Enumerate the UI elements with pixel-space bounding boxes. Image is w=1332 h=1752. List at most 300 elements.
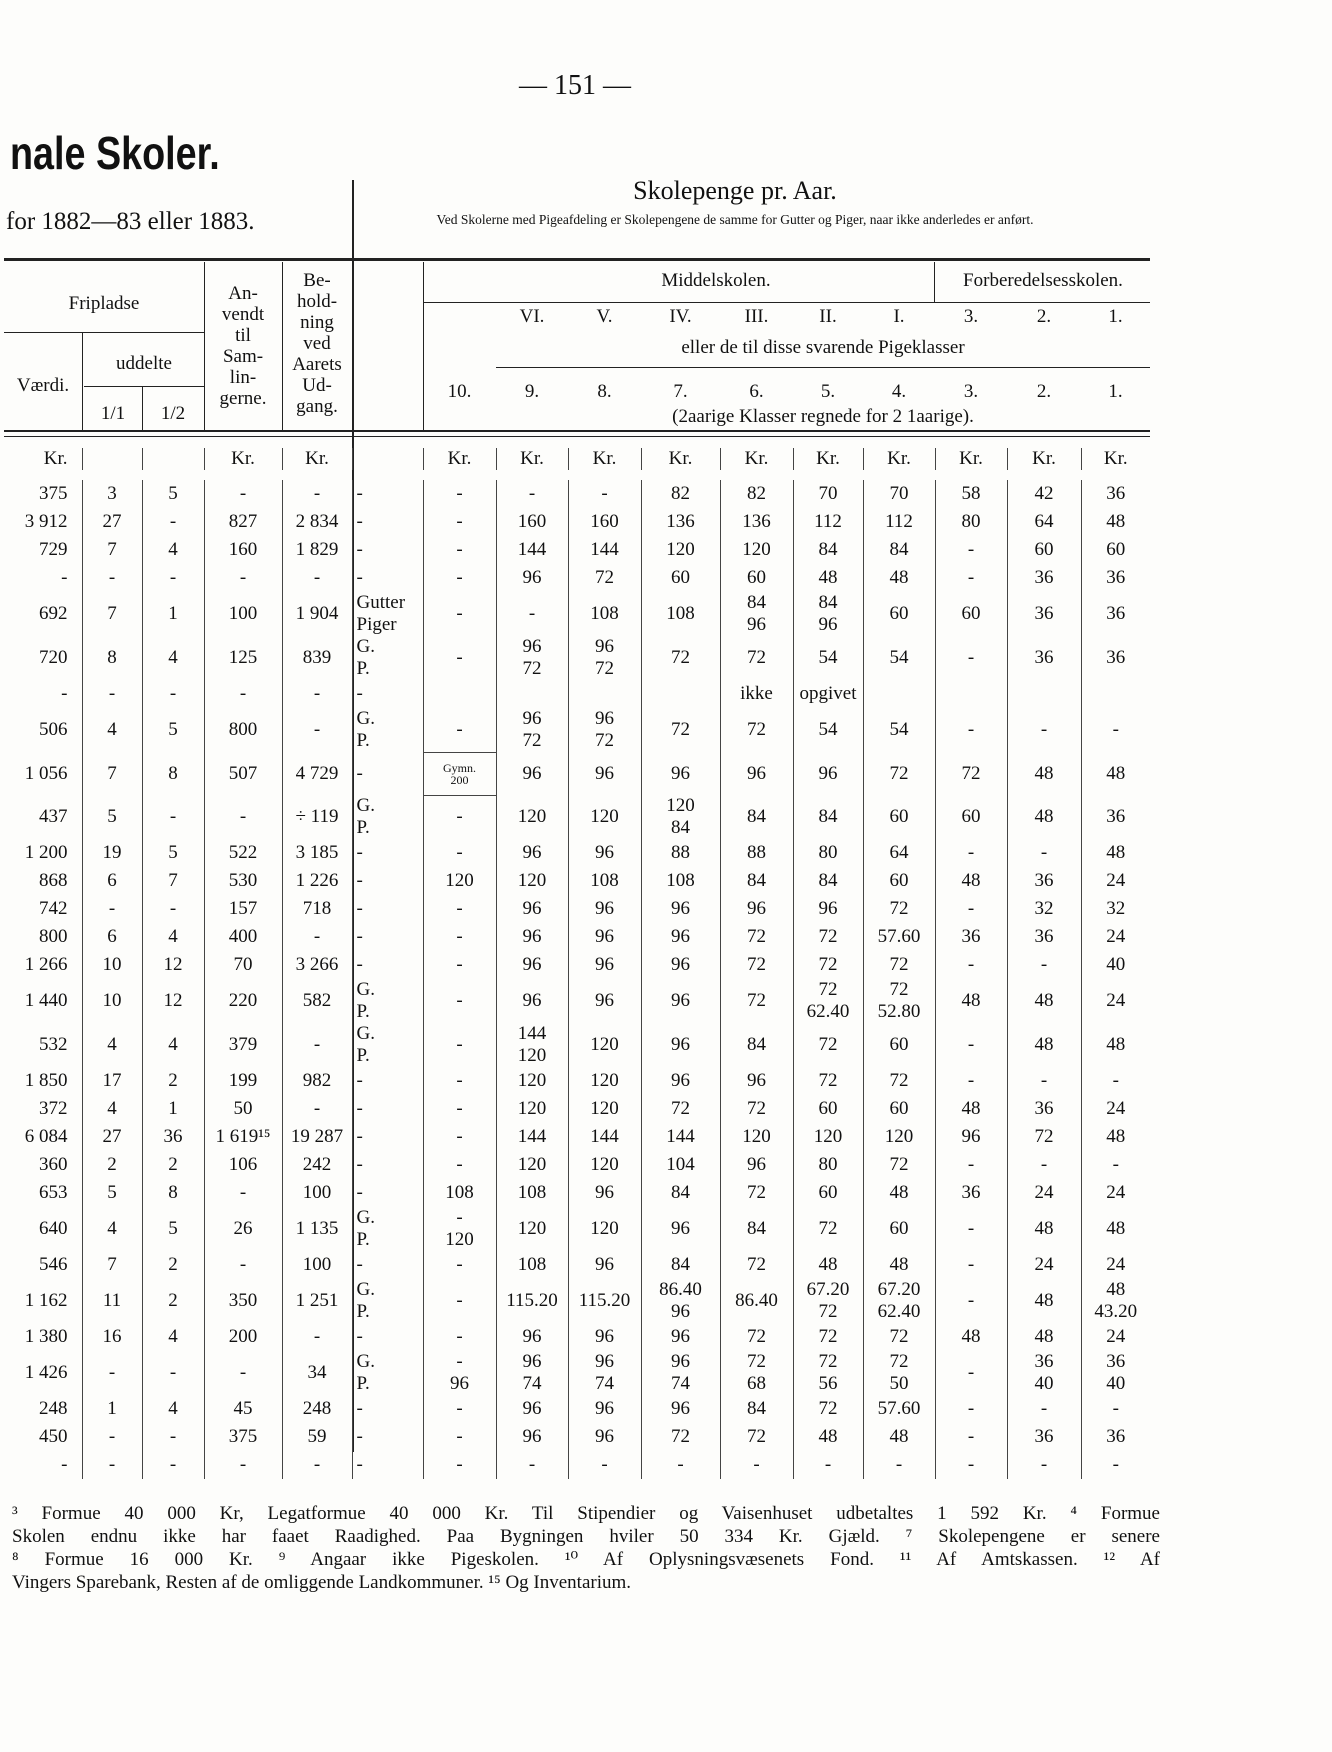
cell-line: 72 [889, 762, 909, 784]
table-cell [496, 895, 568, 923]
cell-line: 48 [889, 1426, 909, 1447]
cell-line: - [239, 806, 247, 827]
table-cell [204, 979, 282, 1023]
cell-line: - [967, 1398, 975, 1419]
cell-line: 112 [814, 511, 842, 532]
table-cell [204, 680, 282, 708]
cell-line: 1 266 [24, 954, 68, 975]
table-cell [282, 536, 352, 564]
table-cell [1081, 923, 1150, 951]
table-cell [4, 1207, 82, 1251]
cell-line: Piger [356, 614, 397, 635]
table-cell [282, 1067, 352, 1095]
table-row [4, 1179, 1150, 1207]
table-cell [142, 795, 204, 839]
cell-line: 2 834 [295, 511, 339, 532]
cell-line: 4 729 [295, 762, 339, 784]
cell-line: - [967, 842, 975, 863]
table-cell [4, 1095, 82, 1123]
table-cell [720, 839, 793, 867]
cell-line: - [456, 1326, 463, 1347]
table-cell [935, 1207, 1007, 1251]
table-cell [1007, 951, 1081, 979]
table-row [4, 592, 1150, 636]
cell-line: 4 [168, 1398, 178, 1419]
cell-line: P. [356, 658, 370, 679]
table-cell [568, 592, 641, 636]
table-cell [1007, 480, 1081, 508]
cell-line: 120 [813, 1126, 843, 1147]
cell-line: 50 [889, 1373, 909, 1394]
cell-line: 72 [595, 730, 614, 751]
table-cell [4, 592, 82, 636]
table-cell [863, 1351, 935, 1395]
cell-line: 16 [102, 1326, 122, 1347]
table-cell [282, 480, 352, 508]
table-cell [793, 839, 863, 867]
table-row [4, 1251, 1150, 1279]
table-cell [1007, 752, 1081, 795]
table-cell [720, 1095, 793, 1123]
cell-line: 8 [168, 1182, 178, 1203]
cell-line: - [895, 1454, 903, 1475]
table-cell [496, 592, 568, 636]
cell-line: 1 440 [24, 990, 68, 1011]
table-cell [4, 1251, 82, 1279]
cell-line: 6 084 [24, 1126, 68, 1147]
table-cell [204, 795, 282, 839]
table-row [4, 708, 1150, 752]
table-cell [496, 1151, 568, 1179]
table-cell [1081, 1067, 1150, 1095]
cell-line: 54 [818, 719, 838, 740]
table-cell [793, 923, 863, 951]
cell-line: 2 [168, 1254, 178, 1275]
cell-line: 1 162 [24, 1290, 68, 1311]
table-cell [423, 592, 496, 636]
table-cell [720, 536, 793, 564]
cell-line: 48 [818, 1254, 838, 1275]
table-cell [423, 508, 496, 536]
table-cell [793, 1207, 863, 1251]
table-cell [1081, 508, 1150, 536]
classes-rule [423, 302, 1150, 303]
cell-line: 827 [228, 511, 258, 532]
cell-line: - [601, 483, 608, 504]
cell-line: 108 [590, 603, 619, 624]
cell-line: 144 [517, 1126, 547, 1147]
table-cell [4, 923, 82, 951]
table-cell [863, 979, 935, 1023]
class-vi: VI. [519, 306, 545, 327]
table-cell [82, 1351, 142, 1395]
table-cell [496, 795, 568, 839]
cell-line: 72 [818, 1351, 838, 1372]
table-cell [4, 795, 82, 839]
cell-line: 40 [1034, 1373, 1054, 1394]
cell-line: 72 [671, 647, 690, 668]
table-cell [142, 1423, 204, 1451]
cell-line: 372 [39, 1098, 68, 1119]
table-cell [793, 951, 863, 979]
table-cell [352, 1023, 423, 1067]
table-cell [142, 564, 204, 592]
cell-line: 112 [885, 511, 913, 532]
cell-line: - [356, 926, 363, 947]
table-cell [423, 564, 496, 592]
header-fripladse: Fripladse [68, 293, 140, 314]
cell-line: 48 [1106, 511, 1126, 532]
cell-line: 160 [517, 511, 547, 532]
cell-line: 4 [168, 539, 178, 560]
cell-line: 1 [168, 1098, 178, 1119]
table-row [4, 536, 1150, 564]
cell-line: 982 [302, 1070, 332, 1091]
footnote-line: ³ Formue 40 000 Kr, Legatformue 40 000 Kr. Til Stipendier og Vaisenhuset udbetaltes 1 592 Kr. ⁴ Formue [12, 1503, 1160, 1524]
table-cell [935, 636, 1007, 680]
cell-line: 60 [889, 1034, 909, 1055]
table-cell [1007, 564, 1081, 592]
cell-line: 12 [163, 990, 183, 1011]
cell-line: - [753, 1454, 760, 1475]
table-cell [720, 1207, 793, 1251]
cell-line: 96 [595, 1254, 614, 1275]
table-cell [352, 564, 423, 592]
fees-note: Ved Skolerne med Pigeafdeling er Skolepengene de samme for Gutter og Piger, naar ikke anderledes er anført. [436, 212, 1034, 227]
cell-line: 96 [747, 898, 766, 919]
table-cell [82, 951, 142, 979]
table-cell [1081, 867, 1150, 895]
cell-line: 86.40 [659, 1279, 702, 1300]
cell-line: - [456, 1207, 463, 1228]
cell-line: 3 266 [295, 954, 339, 975]
table-cell [720, 1423, 793, 1451]
cell-line: 96 [595, 1351, 614, 1372]
cell-line: - [456, 898, 463, 919]
cell-line: 67.20 [806, 1279, 850, 1300]
cell-line: 42 [1034, 483, 1054, 504]
cell-line: - [356, 683, 363, 704]
table-cell [1081, 680, 1150, 708]
table-cell [4, 867, 82, 895]
table-cell [568, 536, 641, 564]
table-cell [352, 1123, 423, 1151]
cell-line: 34 [307, 1362, 327, 1383]
cell-line: 96 [747, 1154, 766, 1175]
table-cell [82, 1207, 142, 1251]
table-cell [641, 1279, 720, 1323]
numbered-1: 1. [1108, 381, 1123, 402]
table-cell [204, 1123, 282, 1151]
table-cell [142, 979, 204, 1023]
table-cell [4, 508, 82, 536]
table-cell [720, 1123, 793, 1151]
table-cell [863, 1251, 935, 1279]
table-cell [423, 1251, 496, 1279]
table-cell [793, 1351, 863, 1395]
table-cell [282, 752, 352, 795]
cell-line: - [456, 1154, 463, 1175]
table-cell [568, 1067, 641, 1095]
table-cell [204, 1251, 282, 1279]
cell-line: 72 [671, 1098, 690, 1119]
unit-cell: Kr. [282, 448, 352, 470]
cell-line: 1 251 [295, 1290, 339, 1311]
table-cell [142, 1351, 204, 1395]
cell-line: 26 [233, 1218, 253, 1239]
table-cell [423, 708, 496, 752]
table-cell [352, 1395, 423, 1423]
table-cell [282, 1423, 352, 1451]
table-cell [204, 1279, 282, 1323]
cell-line: 157 [228, 898, 258, 919]
table-cell [142, 1279, 204, 1323]
table-cell [641, 1067, 720, 1095]
cell-line: - [1040, 719, 1048, 740]
table-cell [4, 480, 82, 508]
cell-line: 5 [168, 842, 178, 863]
unit-cell: Kr. [720, 448, 793, 470]
unit-cell-empty [82, 448, 142, 470]
cell-line: 96 [595, 1182, 614, 1203]
cell-line: - [239, 683, 247, 704]
table-cell [282, 1251, 352, 1279]
table-cell [142, 1251, 204, 1279]
table-cell [352, 895, 423, 923]
cell-line: 2 [168, 1290, 178, 1311]
cell-line: 72 [818, 1070, 838, 1091]
cell-line: 84 [747, 1034, 766, 1055]
table-cell [423, 752, 496, 795]
table-cell [720, 1251, 793, 1279]
table-cell [4, 951, 82, 979]
cell-line: 96 [818, 614, 838, 635]
table-cell [204, 1207, 282, 1251]
cell-line: 4 [168, 1034, 178, 1055]
cell-line: 437 [39, 806, 68, 827]
cell-line: 7 [107, 1254, 117, 1275]
table-cell [204, 636, 282, 680]
cell-line: 80 [961, 511, 981, 532]
cell-line: 1 [168, 603, 178, 624]
cell-line: 72 [747, 1426, 766, 1447]
table-cell [935, 752, 1007, 795]
cell-line: 653 [39, 1182, 68, 1203]
cell-line: 60 [1034, 539, 1054, 560]
cell-line: 72 [671, 1426, 690, 1447]
table-cell [1081, 1351, 1150, 1395]
table-cell [1081, 1423, 1150, 1451]
cell-line: - [456, 954, 463, 975]
table-cell [793, 867, 863, 895]
cell-line: 7 [107, 539, 117, 560]
table-cell [82, 508, 142, 536]
table-cell [496, 508, 568, 536]
numbered-3: 3. [963, 381, 979, 402]
cell-line: P. [356, 817, 370, 838]
table-cell [793, 536, 863, 564]
col-rule-e [423, 262, 424, 432]
cell-line: - [108, 683, 116, 704]
table-cell [641, 1095, 720, 1123]
table-cell [863, 1123, 935, 1151]
cell-line: 24 [1106, 990, 1126, 1011]
table-cell [4, 1023, 82, 1067]
cell-line: 45 [233, 1398, 253, 1419]
class-i: I. [893, 306, 905, 327]
beholdning-line: Ud- [302, 375, 332, 396]
cell-line: 120 [517, 1070, 547, 1091]
cell-line: - [356, 1126, 363, 1147]
table-cell [863, 1207, 935, 1251]
cell-line: - [967, 1290, 975, 1311]
cell-line: 40 [1106, 954, 1126, 975]
units-row [4, 448, 1150, 470]
table-cell [863, 1279, 935, 1323]
table-cell [4, 636, 82, 680]
table-cell [935, 680, 1007, 708]
cell-line: - [356, 1182, 363, 1203]
table-cell [568, 752, 641, 795]
table-cell [793, 1423, 863, 1451]
table-cell [720, 867, 793, 895]
cell-line: 36 [1106, 567, 1126, 588]
table-cell [282, 636, 352, 680]
col-rule-a [82, 332, 83, 432]
cell-line: 60 [889, 806, 909, 827]
table-cell [282, 1179, 352, 1207]
class-v: V. [596, 306, 613, 327]
table-cell [82, 480, 142, 508]
forb-class-3: 3. [963, 306, 979, 327]
cell-line: - [356, 483, 363, 504]
table-cell [496, 708, 568, 752]
unit-cell: Kr. [496, 448, 568, 470]
beholdning-line: gang. [296, 396, 338, 417]
table-cell [935, 1067, 1007, 1095]
table-cell [568, 564, 641, 592]
table-cell [793, 1451, 863, 1479]
cell-line: 800 [39, 926, 68, 947]
cell-line: G. [356, 1207, 375, 1228]
cell-line: 60 [1106, 539, 1126, 560]
cell-line: 96 [522, 1426, 542, 1447]
table-cell [863, 564, 935, 592]
cell-line: 36 [1034, 870, 1054, 891]
cell-line: 96 [671, 1351, 690, 1372]
table-cell [204, 752, 282, 795]
cell-line: 72 [818, 1398, 838, 1419]
cell-line: - [1040, 1398, 1048, 1419]
cell-line: 530 [228, 870, 258, 891]
cell-line: 96 [671, 954, 690, 975]
cell-line: G. [356, 795, 375, 816]
table-cell [863, 951, 935, 979]
cell-line: - [456, 1098, 463, 1119]
cell-line: 74 [595, 1373, 614, 1394]
cell-line: - [1112, 1398, 1119, 1419]
cell-line: 96 [522, 990, 542, 1011]
table-cell [793, 508, 863, 536]
table-cell [863, 1395, 935, 1423]
table-cell [1081, 480, 1150, 508]
unit-cell: Kr. [793, 448, 863, 470]
table-cell [793, 592, 863, 636]
cell-line: 72 [889, 1351, 909, 1372]
cell-line: 4 [107, 719, 117, 740]
cell-line: ÷ 119 [295, 806, 339, 827]
table-cell [863, 795, 935, 839]
table-cell [568, 895, 641, 923]
table-cell [935, 536, 1007, 564]
table-cell [1081, 979, 1150, 1023]
table-row [4, 1151, 1150, 1179]
table-cell [423, 923, 496, 951]
cell-line: 80 [818, 1154, 838, 1175]
table-cell [1007, 1207, 1081, 1251]
cell-line: - [356, 539, 363, 560]
cell-line: 72 [747, 1351, 766, 1372]
cell-line: 96 [522, 1351, 542, 1372]
cell-line: - [456, 1070, 463, 1091]
table-cell [1007, 508, 1081, 536]
forb-divider [934, 262, 935, 302]
table-cell [641, 795, 720, 839]
cell-line: 692 [39, 603, 68, 624]
cell-line: 4 [107, 1034, 117, 1055]
numbered-8: 8. [597, 381, 612, 402]
table-cell [496, 1067, 568, 1095]
table-cell [1007, 1179, 1081, 1207]
table-row [4, 951, 1150, 979]
table-cell [1081, 564, 1150, 592]
table-cell [863, 636, 935, 680]
table-cell [4, 1395, 82, 1423]
cell-line: 96 [595, 990, 614, 1011]
cell-line: - [456, 539, 463, 560]
cell-line: P. [356, 1301, 370, 1322]
cell-line: ikke [740, 683, 773, 704]
cell-line: 742 [39, 898, 68, 919]
cell-line: P. [356, 730, 370, 751]
table-cell [496, 636, 568, 680]
cell-line: 522 [228, 842, 258, 863]
table-cell [352, 1151, 423, 1179]
table-cell [720, 923, 793, 951]
beholdning-line: Be- [303, 270, 331, 291]
table-cell [204, 923, 282, 951]
cell-line: 72 [747, 990, 766, 1011]
cell-line: 375 [228, 1426, 258, 1447]
cell-line: 3 912 [24, 511, 68, 532]
cell-line: 1 426 [24, 1362, 68, 1383]
table-cell [863, 1151, 935, 1179]
cell-line: - [528, 603, 536, 624]
uddelte-rule [84, 386, 204, 387]
table-cell [935, 1151, 1007, 1179]
footnotes [12, 1502, 1160, 1594]
unit-cell: Kr. [568, 448, 641, 470]
cell-line: - [356, 1426, 363, 1447]
cell-line: 120 [517, 1218, 547, 1239]
cell-line: 718 [302, 898, 332, 919]
table-cell [282, 1023, 352, 1067]
cell-line: 74 [671, 1373, 690, 1394]
table-cell [496, 680, 568, 708]
table-cell [142, 1395, 204, 1423]
table-cell [793, 708, 863, 752]
table-cell [863, 536, 935, 564]
